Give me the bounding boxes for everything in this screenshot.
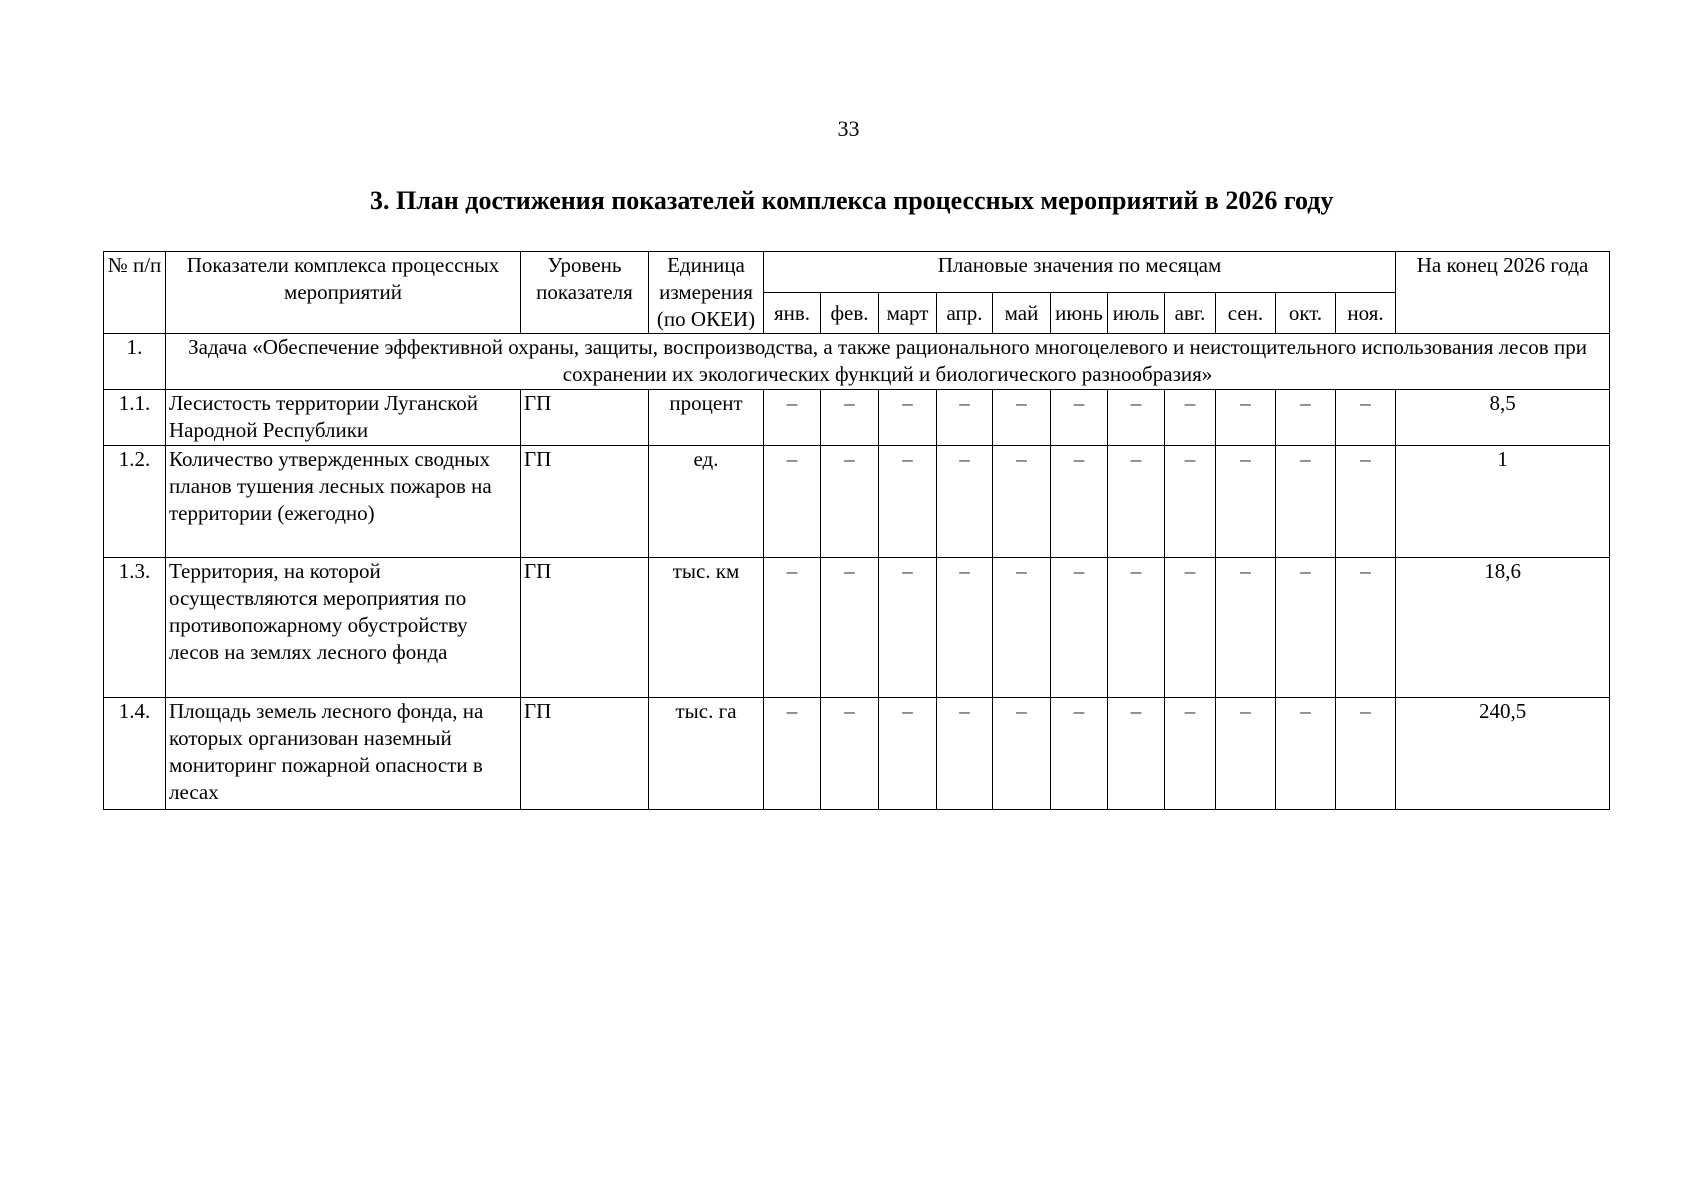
row-month-value: – <box>821 698 879 810</box>
row-month-value: – <box>1276 558 1336 698</box>
row-month-value: – <box>1336 390 1396 446</box>
header-month: окт. <box>1276 293 1336 334</box>
row-end-value: 18,6 <box>1396 558 1610 698</box>
row-end-value: 240,5 <box>1396 698 1610 810</box>
header-unit: Единица измерения (по ОКЕИ) <box>649 252 764 334</box>
row-month-value: – <box>1216 698 1276 810</box>
document-title: 3. План достижения показателей комплекса процессных мероприятий в 2026 году <box>370 186 1334 215</box>
row-month-value: – <box>879 558 937 698</box>
row-month-value: – <box>1336 446 1396 558</box>
row-month-value: – <box>1108 558 1165 698</box>
row-end-value: 8,5 <box>1396 390 1610 446</box>
row-month-value: – <box>764 698 821 810</box>
row-month-value: – <box>993 558 1051 698</box>
row-indicator: Территория, на которой осуществляются мероприятия по противопожарному обустройству лесов на землях лесного фонда <box>166 558 521 698</box>
row-unit: процент <box>649 390 764 446</box>
header-monthly: Плановые значения по месяцам <box>764 252 1396 293</box>
row-month-value: – <box>1276 446 1336 558</box>
row-month-value: – <box>821 390 879 446</box>
header-month: апр. <box>937 293 993 334</box>
row-month-value: – <box>993 390 1051 446</box>
row-month-value: – <box>1108 390 1165 446</box>
header-month: май <box>993 293 1051 334</box>
table-row <box>104 558 1610 698</box>
row-level: ГП <box>521 558 649 698</box>
row-month-value: – <box>1051 446 1108 558</box>
row-unit: тыс. км <box>649 558 764 698</box>
row-month-value: – <box>764 558 821 698</box>
header-month: янв. <box>764 293 821 334</box>
row-month-value: – <box>1108 446 1165 558</box>
row-num: 1.1. <box>104 390 166 446</box>
row-num: 1.2. <box>104 446 166 558</box>
row-month-value: – <box>821 558 879 698</box>
row-end-value: 1 <box>1396 446 1610 558</box>
row-month-value: – <box>1216 558 1276 698</box>
header-month: авг. <box>1165 293 1216 334</box>
row-month-value: – <box>1336 558 1396 698</box>
row-month-value: – <box>937 698 993 810</box>
task-text: Задача «Обеспечение эффективной охраны, защиты, воспроизводства, а также рационального многоцелевого и неистощительного использования лесов при сохранении их экологических функций и биологического разнообразия» <box>166 334 1610 390</box>
row-level: ГП <box>521 446 649 558</box>
row-level: ГП <box>521 698 649 810</box>
header-end-of-year: На конец 2026 года <box>1396 252 1610 334</box>
row-month-value: – <box>993 446 1051 558</box>
row-month-value: – <box>1051 558 1108 698</box>
row-month-value: – <box>1276 698 1336 810</box>
task-row <box>104 334 1610 390</box>
row-month-value: – <box>1276 390 1336 446</box>
table-row <box>104 390 1610 446</box>
row-month-value: – <box>1216 446 1276 558</box>
row-month-value: – <box>764 390 821 446</box>
row-month-value: – <box>879 446 937 558</box>
row-month-value: – <box>937 446 993 558</box>
row-num: 1.4. <box>104 698 166 810</box>
row-level: ГП <box>521 390 649 446</box>
row-month-value: – <box>937 558 993 698</box>
row-month-value: – <box>1108 698 1165 810</box>
row-month-value: – <box>1165 698 1216 810</box>
table-row <box>104 698 1610 810</box>
row-month-value: – <box>1051 390 1108 446</box>
header-row <box>104 252 1610 293</box>
row-unit: ед. <box>649 446 764 558</box>
row-indicator: Лесистость территории Луганской Народной Республики <box>166 390 521 446</box>
table-row <box>104 446 1610 558</box>
row-month-value: – <box>879 698 937 810</box>
row-month-value: – <box>1336 698 1396 810</box>
task-num: 1. <box>104 334 166 390</box>
row-month-value: – <box>1165 390 1216 446</box>
row-month-value: – <box>764 446 821 558</box>
row-month-value: – <box>879 390 937 446</box>
row-month-value: – <box>1216 390 1276 446</box>
header-indicator: Показатели комплекса процессных мероприятий <box>166 252 521 334</box>
header-num: № п/п <box>104 252 166 334</box>
indicators-plan-table <box>103 251 1610 810</box>
header-month: фев. <box>821 293 879 334</box>
header-month: июнь <box>1051 293 1108 334</box>
row-month-value: – <box>993 698 1051 810</box>
row-indicator: Количество утвержденных сводных планов тушения лесных пожаров на территории (ежегодно) <box>166 446 521 558</box>
header-month: март <box>879 293 937 334</box>
page-number: 33 <box>837 116 860 141</box>
row-month-value: – <box>937 390 993 446</box>
header-month: сен. <box>1216 293 1276 334</box>
row-month-value: – <box>1051 698 1108 810</box>
row-unit: тыс. га <box>649 698 764 810</box>
row-indicator: Площадь земель лесного фонда, на которых организован наземный мониторинг пожарной опасности в лесах <box>166 698 521 810</box>
header-month: ноя. <box>1336 293 1396 334</box>
row-month-value: – <box>1165 558 1216 698</box>
header-level: Уровень показателя <box>521 252 649 334</box>
row-month-value: – <box>1165 446 1216 558</box>
header-month: июль <box>1108 293 1165 334</box>
row-month-value: – <box>821 446 879 558</box>
row-num: 1.3. <box>104 558 166 698</box>
